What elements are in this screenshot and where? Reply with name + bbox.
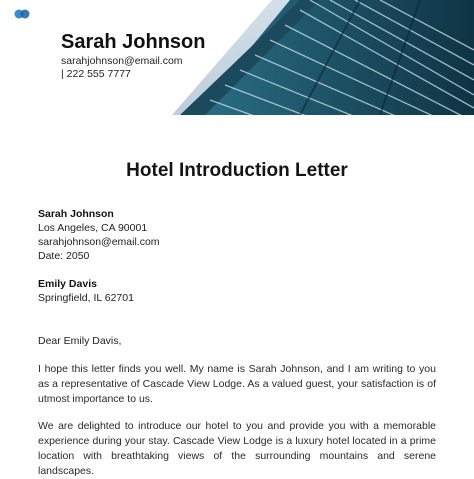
brand-dot-logo — [14, 9, 32, 19]
recipient-block — [38, 277, 134, 305]
sender-email: sarahjohnson@email.com — [38, 236, 160, 248]
paragraph-1: I hope this letter finds you well. My name is Sarah Johnson, and I am writing to you as a representative of Cascade View Lodge. As a valued guest, your satisfaction is of utmost importance to us. — [38, 363, 436, 405]
recipient-name: Emily Davis — [38, 278, 97, 290]
header-phone: | 222 555 7777 — [61, 68, 131, 80]
recipient-address: Springfield, IL 62701 — [38, 292, 134, 304]
sender-name: Sarah Johnson — [38, 208, 114, 220]
paragraph-2: We are delighted to introduce our hotel to you and provide you with a memorable experience during your stay. Cascade View Lodge is a luxury hotel located in a prime location with breathtaking views of the surrounding mountains and serene landscapes. — [38, 420, 436, 477]
sender-address: Los Angeles, CA 90001 — [38, 222, 148, 234]
letter-title: Hotel Introduction Letter — [126, 160, 348, 181]
salutation: Dear Emily Davis, — [38, 335, 122, 347]
header-name: Sarah Johnson — [61, 31, 206, 53]
sender-block — [38, 207, 160, 263]
header-email: sarahjohnson@email.com — [61, 55, 183, 67]
letter-date: Date: 2050 — [38, 250, 90, 262]
